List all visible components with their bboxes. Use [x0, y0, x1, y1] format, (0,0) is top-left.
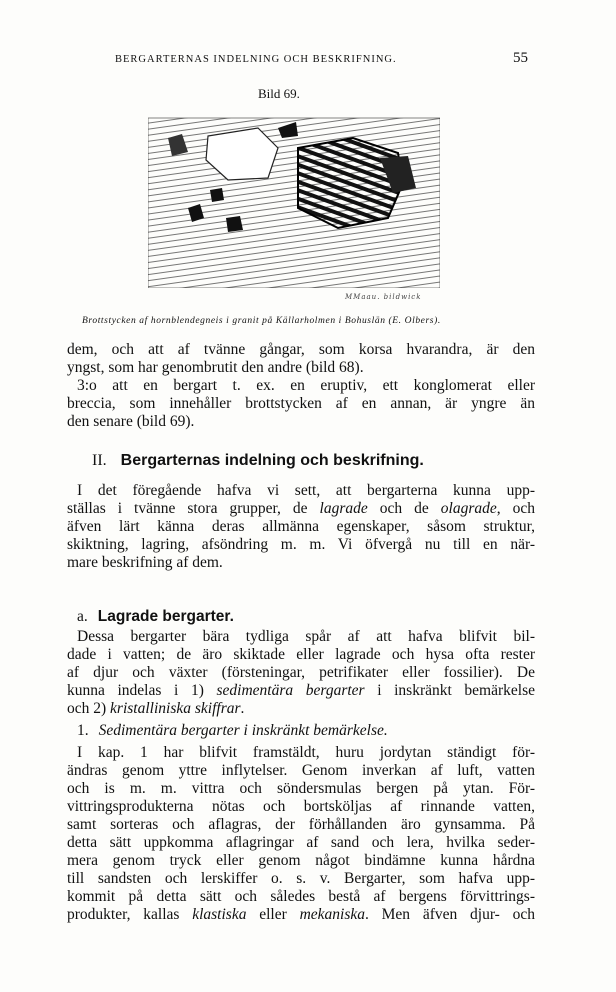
subsubsection-title: Sedimentära bergarter i inskränkt bemärkelse.: [98, 722, 388, 739]
text-line: kunna indelas i 1) sedimentära bergarter i inskränkt bemärkelse: [67, 682, 535, 699]
text-line: skiktning, lagring, afsöndring m. m. Vi öfvergå nu till en när-: [67, 536, 535, 553]
figure-engraving: [148, 108, 440, 288]
subsection-title: Lagrade bergarter.: [97, 608, 234, 625]
text-line: samt sorteras och aflagras, der förhållanden äro gynsamma. På: [67, 816, 535, 833]
section-title: Bergarternas indelning och beskrifning.: [120, 452, 424, 469]
text-line: den senare (bild 69).: [67, 413, 195, 430]
text-line: ändras genom yttre inflytelser. Genom inverkan af luft, vatten: [67, 762, 535, 779]
text-line: mare beskrifning af dem.: [67, 554, 223, 571]
text-line: I det föregående hafva vi sett, att bergarterna kunna upp-: [77, 482, 535, 499]
figure-caption: Brottstycken af hornblendegneis i granit på Källarholmen i Bohuslän (E. Olbers).: [82, 316, 441, 326]
subsection-heading: [77, 608, 234, 626]
engraver-signature: MMaau. bildwick: [345, 293, 422, 301]
text-line: och is m. m. vittra och söndersmulas bergen på ytan. För-: [67, 780, 535, 797]
subsubsection-number: 1.: [77, 722, 89, 739]
section-heading: [92, 452, 424, 470]
page-number: 55: [513, 50, 528, 66]
text-line: kommit på detta sätt och således bestå af bergens förvittrings-: [67, 888, 535, 905]
section-number: II.: [92, 452, 107, 469]
text-line: mera genom tryck eller genom något bindämne kunna hårdna: [67, 852, 535, 869]
gneiss-fragment: [298, 138, 403, 228]
text-line: 3:o att en bergart t. ex. en eruptiv, ett konglomerat eller: [77, 377, 535, 394]
small-fragment: [226, 216, 243, 232]
text-line: dade i vatten; de äro skiktade eller lagrade och hysa ofta rester: [67, 646, 535, 663]
running-head: BERGARTERNAS INDELNING OCH BESKRIFNING.: [115, 54, 397, 65]
text-line: och 2) kristalliniska skiffrar.: [67, 700, 245, 717]
figure-label: Bild 69.: [258, 86, 300, 101]
text-line: dem, och att af tvänne gångar, som korsa hvarandra, är den: [67, 341, 535, 358]
text-line: detta sätt uppkomma aflagringar af sand och lera, hvilka seder-: [67, 834, 535, 851]
text-line: ställas i tvänne stora grupper, de lagrade och de olagrade, och: [67, 500, 535, 517]
text-line: Dessa bergarter bära tydliga spår af att hafva blifvit bil-: [77, 628, 535, 645]
text-line: af djur och växter (försteningar, petrifikater eller fossilier). De: [67, 664, 535, 681]
text-line: yngst, som har genombrutit den andre (bild 68).: [67, 359, 364, 376]
granite-background: [148, 118, 440, 288]
text-line: breccia, som innehåller brottstycken af en annan, är yngre än: [67, 395, 535, 412]
text-line: produkter, kallas klastiska eller mekaniska. Men äfven djur- och: [67, 906, 535, 923]
subsection-letter: a.: [77, 608, 88, 625]
subsubsection-heading: [77, 722, 388, 740]
small-fragment: [210, 188, 224, 202]
text-line: I kap. 1 har blifvit framstäldt, huru jordytan ständigt för-: [77, 744, 535, 761]
text-line: vittringsprodukterna nötas och bortsköljas af rinnande vatten,: [67, 798, 535, 815]
text-line: till sandsten och lerskiffer o. s. v. Bergarter, som hafva upp-: [67, 870, 535, 887]
text-line: äfven lärt känna deras allmänna egenskaper, såsom struktur,: [67, 518, 535, 535]
